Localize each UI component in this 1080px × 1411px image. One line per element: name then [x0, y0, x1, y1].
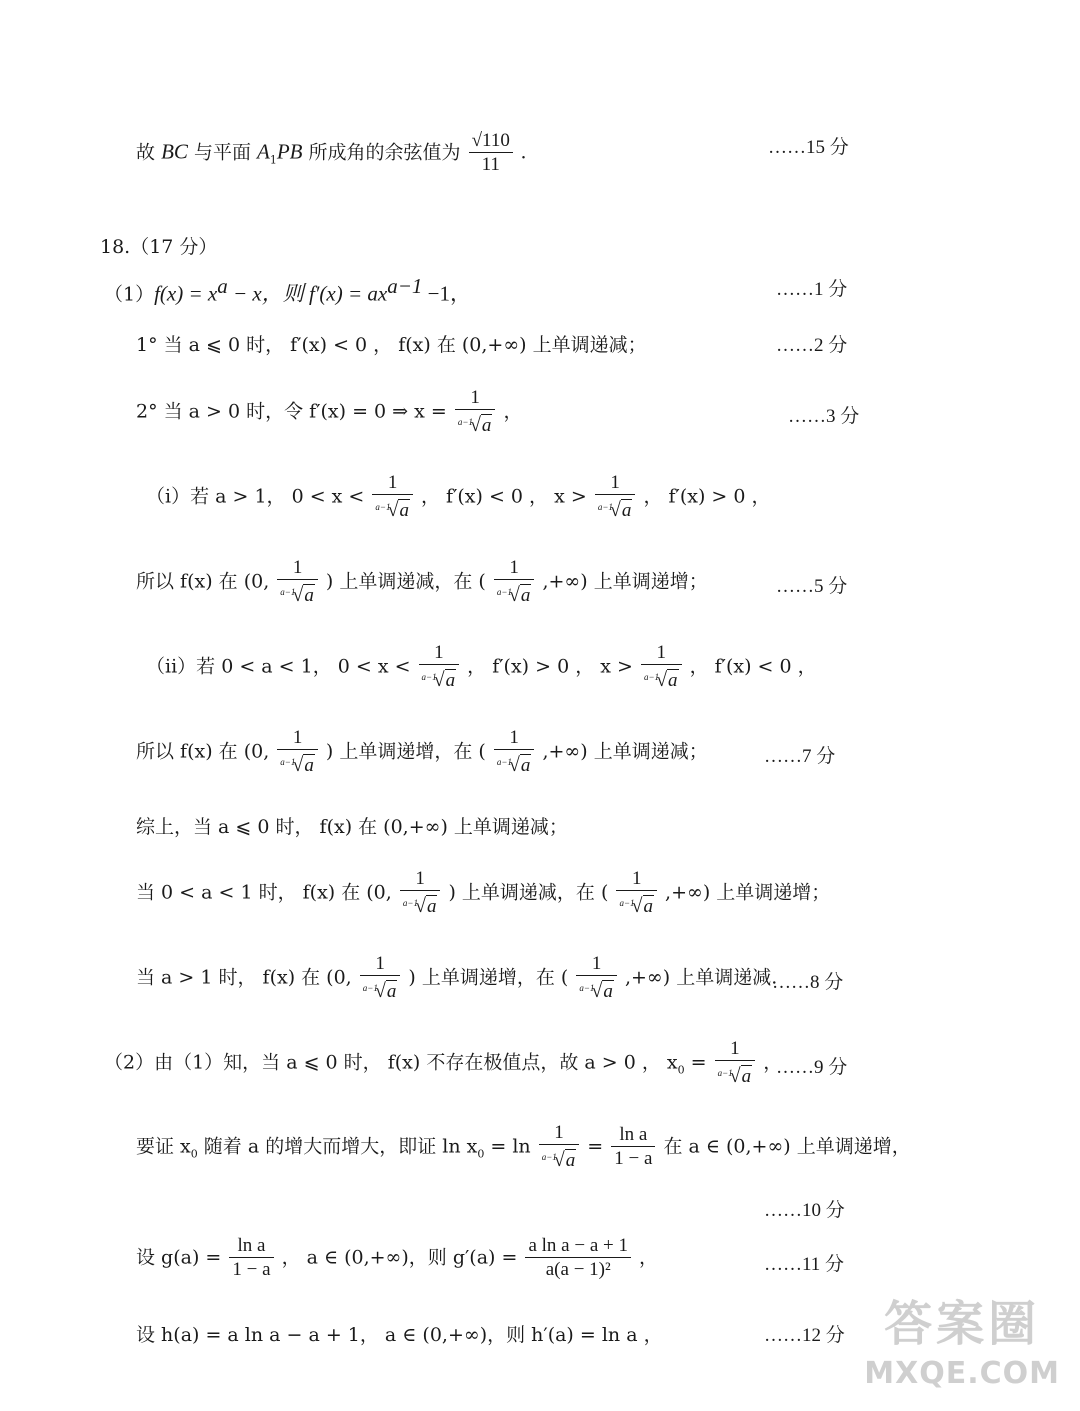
score-7: ……7 分 [764, 746, 836, 767]
line-part2: （2）由（1）知，当 a ⩽ 0 时， f(x) 不存在极值点，故 a > 0 ， $x_0$ = $\frac{1}{^{a-1}√a}$ ， ……9 分 [104, 1038, 848, 1087]
line-g-function: 设 g(a) = $\frac{\text{ln a}}{1 - a}$ ， a ∈ (0,+∞)，则 g′(a) = $\frac{\text{a ln a − a + 1}}{\text{a(a − 1)²}}$ ， ……11 分 [136, 1235, 845, 1280]
score-15: ……15 分 [768, 137, 849, 158]
line-summary: 综上，当 a ⩽ 0 时， f(x) 在 (0,+∞) 上单调递减； [136, 816, 568, 838]
line-subcase-ii-result: 所以 f(x) 在 (0, $\frac{1}{^{a-1}√a}$ ) 上单调递增，在 ( $\frac{1}{^{a-1}√a}$ ,+∞) 上单调递减； ……7 分 [136, 727, 836, 776]
score-1: ……1 分 [776, 279, 848, 300]
line-summary-mid: 当 0 < a < 1 时， f(x) 在 (0, $\frac{1}{^{a-1}√a}$ ) 上单调递减，在 ( $\frac{1}{^{a-1}√a}$ ,+∞) 上单调递增； [136, 868, 831, 917]
score-12: ……12 分 [764, 1325, 845, 1346]
score-2: ……2 分 [776, 335, 848, 356]
line-conclusion [0, 116, 1080, 175]
score-5: ……5 分 [776, 576, 848, 597]
conclusion-text: 故 BC 与平面 $A_1PB$ 所成角的余弦值为 $\frac{√110}{11}$ . [136, 130, 527, 175]
line-subcase-i-result: 所以 f(x) 在 (0, $\frac{1}{^{a-1}√a}$ ) 上单调递减，在 ( $\frac{1}{^{a-1}√a}$ ,+∞) 上单调递增； ……5 分 [136, 557, 848, 606]
line-subcase-ii: （ii）若 0 < a < 1， 0 < x < $\frac{1}{^{a-1}√a}$ ， f′(x) > 0 ， x > $\frac{1}{^{a-1}√a}$ ， f′(x) < 0 ， [146, 642, 817, 691]
line-case1: 1° 当 a ⩽ 0 时， f′(x) < 0 ， f(x) 在 (0,+∞) 上单调递减； ……2 分 [0, 330, 1080, 360]
score-9: ……9 分 [776, 1057, 848, 1078]
line-summary-last: 当 a > 1 时， f(x) 在 (0, $\frac{1}{^{a-1}√a}$ ) 上单调递增，在 ( $\frac{1}{^{a-1}√a}$ ,+∞) 上单调递减. ……8 分 [136, 953, 844, 1002]
question-header [0, 232, 1080, 260]
line-h-function: 设 h(a) = a ln a − a + 1， a ∈ (0,+∞)，则 h′(a) = ln a ， ……12 分 [0, 1320, 1080, 1350]
cosine-fraction: $\frac{√110}{11}$ [469, 130, 513, 177]
question-18-title: 18.（17 分） [100, 236, 218, 258]
score-3: ……3 分 [788, 406, 860, 427]
score-11: ……11 分 [764, 1254, 845, 1275]
score-8: ……8 分 [772, 972, 844, 993]
line-part1-derivative: $(1)f(x) = x^a - x$，则 $f'(x) = ax^{a-1} -1$， ……1 分 [104, 274, 848, 306]
line-prove: 要证 $x_0$ 随着 a 的增大而增大，即证 $\ln x_0 = \ln$ $\frac{1}{^{a-1}√a}$ = $\frac{\text{ln a}}{1 - a}$ 在 a ∈ (0,+∞) 上单调递增， [136, 1122, 911, 1171]
score-10: ……10 分 [764, 1200, 845, 1221]
critical-point-fraction: $\frac{1}{^{a-1}√a}$ [455, 387, 496, 438]
line-score10 [0, 1195, 1080, 1225]
line-subcase-i: （i）若 a > 1， 0 < x < $\frac{1}{^{a-1}√a}$ ， f′(x) < 0 ， x > $\frac{1}{^{a-1}√a}$ ， f′(x) > 0 ， [146, 472, 771, 521]
watermark-logo: 答案圈 MXQE.COM [864, 1296, 1060, 1391]
line-case2: 2° 当 a > 0 时，令 f′(x) = 0 ⇒ x = $\frac{1}{^{a-1}√a}$ ， ……3 分 [136, 387, 860, 436]
